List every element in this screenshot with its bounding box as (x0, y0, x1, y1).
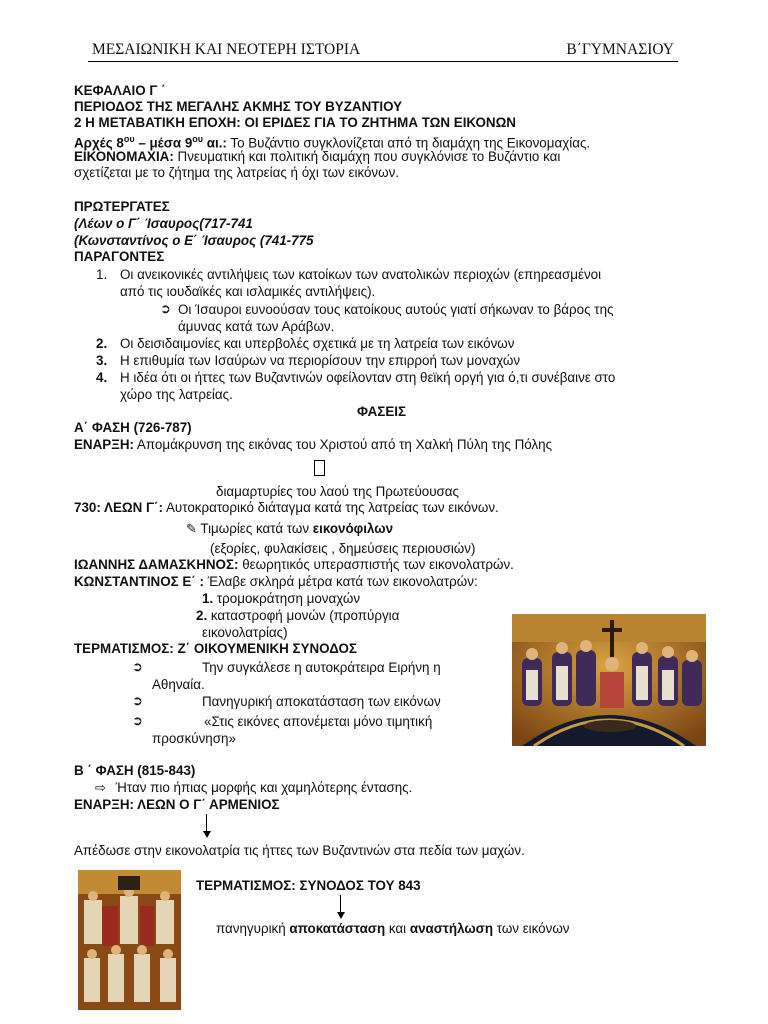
header-subject: ΜΕΣΑΙΩΝΙΚΗ ΚΑΙ ΝΕΟΤΕΡΗ ΙΣΤΟΡΙΑ (92, 41, 361, 58)
factor-1-sub-line2: άμυνας κατά των Αράβων. (178, 319, 335, 334)
chapter-title: ΚΕΦΑΛΑΙΟ Γ ΄ (74, 83, 166, 98)
missing-glyph-box-icon (314, 460, 325, 476)
dates-sup2: ου (192, 134, 204, 144)
factors-heading: ΠΑΡΑΓΟΝΤΕΣ (74, 249, 165, 264)
phase-b-title: Β ΄ ΦΑΣΗ (815-843) (74, 763, 196, 778)
phase-a-start-text: Απομάκρυνση της εικόνας του Χριστού από τη Χαλκή Πύλη της Πόλης (133, 437, 553, 452)
end-point-2: Πανηγυρική αποκατάσταση των εικόνων (202, 694, 441, 709)
factor-number-3: 3. (96, 353, 108, 368)
section-title: 2 Η ΜΕΤΑΒΑΤΙΚΗ ΕΠΟΧΗ: ΟΙ ΕΡΙΔΕΣ ΓΙΑ ΤΟ ΖΗΤΗΜΑ ΤΩΝ ΕΙΚΟΝΩΝ (74, 115, 516, 130)
bullet-arrow-icon: ➲ (132, 713, 143, 728)
header-class: Β΄ΓΥΜΝΑΣΙΟΥ (566, 41, 674, 58)
restoration-d: αναστήλωση (409, 921, 494, 936)
phase-a-edict (74, 500, 499, 516)
factor-1-line2: από τις ιουδαϊκές και ισλαμικές αντιλήψεις). (120, 284, 376, 299)
phase-b-result: Απέδωσε στην εικονολατρία τις ήττες των Βυζαντινών στα πεδία των μαχών. (74, 843, 525, 858)
measure-1-text: τρομοκράτηση μοναχών (213, 591, 361, 606)
definition-text2: σχετίζεται με το ζήτημα της λατρείας ή όχι των εικόνων. (74, 165, 399, 180)
restoration-c: και (385, 921, 410, 936)
phase-a-start-label: ΕΝΑΡΞΗ: (74, 437, 134, 452)
end-point-1-line2: Αθηναία. (152, 677, 205, 692)
council-icon-painting (512, 614, 706, 746)
definition-label: ΕΙΚΟΝΟΜΑΧΙΑ: (74, 149, 174, 164)
john-text: θεωρητικός υπερασπιστής των εικονολατρών. (238, 557, 514, 572)
constantine-line (74, 574, 478, 590)
hollow-arrow-icon: ⇨ (95, 780, 106, 795)
edict-label: 730: ΛΕΩΝ Γ΄: (74, 500, 163, 515)
phase-a-title: Α΄ ΦΑΣΗ (726-787) (74, 420, 192, 435)
phase-a-protests: διαμαρτυρίες του λαού της Πρωτεύουσας (216, 484, 459, 499)
pencil-arrow-icon: ✎ (186, 521, 197, 536)
bullet-arrow-icon: ➲ (160, 301, 171, 316)
phase-a-start (74, 437, 552, 453)
measure-1 (202, 591, 360, 607)
phase-b-end: ΤΕΡΜΑΤΙΣΜΟΣ: ΣΥΝΟΔΟΣ ΤΟΥ 843 (196, 878, 421, 893)
end-point-3-line1: «Στις εικόνες απονέμεται μόνο τιμητική (204, 714, 433, 729)
period-title: ΠΕΡΙΟΔΟΣ ΤΗΣ ΜΕΓΑΛΗΣ ΑΚΜΗΣ ΤΟΥ ΒΥΖΑΝΤΙΟΥ (74, 99, 403, 114)
factor-1-sub-line1: Οι Ίσαυροι ευνοούσαν τους κατοίκους αυτούς γιατί σήκωναν το βάρος της (178, 302, 614, 317)
header-rule (88, 61, 678, 62)
protagonist-constantine: (Κωνσταντίνος ο Ε΄ Ίσαυρος (741-775 (74, 233, 314, 248)
protagonist-leo: (Λέων ο Γ΄ Ίσαυρος(717-741 (74, 216, 253, 231)
phase-b-note-text: Ήταν πιο ήπιας μορφής και χαμηλότερης έντασης. (115, 780, 413, 795)
restoration-b: αποκατάσταση (289, 921, 386, 936)
end-point-3-line2: προσκύνηση» (152, 731, 236, 746)
orthodoxy-painting-svg (78, 870, 181, 1010)
measure-2-line2: εικονολατρίας) (202, 625, 288, 640)
punishments-detail: (εξορίες, φυλακίσεις , δημεύσεις περιουσιών) (210, 541, 476, 556)
measure-2 (196, 608, 399, 624)
punishments-b: εικονόφιλων (312, 521, 394, 536)
protagonists-heading: ΠΡΩΤΕΡΓΑΤΕΣ (74, 199, 170, 214)
dates-b: – μέσα 9 (134, 135, 193, 151)
end-point-1-line1: Την συγκάλεσε η αυτοκράτειρα Ειρήνη η (202, 660, 441, 675)
john-line (74, 557, 514, 573)
bullet-arrow-icon: ➲ (132, 693, 143, 708)
factor-1-line1: Οι ανεικονικές αντιλήψεις των κατοίκων των ανατολικών περιοχών (επηρεασμένοι (120, 267, 602, 282)
john-label: ΙΩΑΝΝΗΣ ΔΑΜΑΣΚΗΝΟΣ: (74, 557, 239, 572)
factor-number-2: 2. (96, 336, 108, 351)
factor-number-1: 1. (96, 267, 108, 282)
measure-1-num: 1. (202, 591, 214, 606)
edict-text: Αυτοκρατορικό διάταγμα κατά της λατρείας των εικόνων. (162, 500, 499, 515)
factor-4-line2: χώρο της λατρείας. (120, 387, 233, 402)
phases-heading: ΦΑΣΕΙΣ (357, 404, 407, 419)
restoration-a: πανηγυρική (216, 921, 290, 936)
factor-number-4: 4. (96, 370, 108, 385)
definition-text1: Πνευματική και πολιτική διαμάχη που συγκλόνισε το Βυζάντιο και (173, 149, 561, 164)
orthodoxy-icon-painting (78, 870, 181, 1010)
dates-sup1: ου (123, 134, 135, 144)
restoration-line (216, 921, 569, 937)
factor-4-line1: Η ιδέα ότι οι ήττες των Βυζαντινών οφείλονταν στη θεϊκή οργή για ό,τι συνέβαινε στο (120, 370, 616, 385)
punishments-line (186, 521, 393, 537)
phase-a-end: ΤΕΡΜΑΤΙΣΜΟΣ: Ζ΄ ΟΙΚΟΥΜΕΝΙΚΗ ΣΥΝΟΔΟΣ (74, 641, 357, 656)
factor-2: Οι δεισιδαιμονίες και υπερβολές σχετικά με τη λατρεία των εικόνων (120, 336, 515, 351)
down-arrow-head-icon (337, 912, 345, 919)
running-header (88, 41, 674, 63)
constantine-label: ΚΩΝΣΤΑΝΤΙΝΟΣ Ε΄ : (74, 574, 204, 589)
down-arrow-head-icon (203, 831, 211, 838)
measure-2-text: καταστροφή μονών (προπύργια (207, 608, 400, 623)
definition-line (74, 149, 560, 165)
council-painting-svg (512, 614, 706, 746)
punishments-a: Τιμωρίες κατά των (200, 521, 313, 536)
constantine-text: Έλαβε σκληρά μέτρα κατά των εικονολατρών: (203, 574, 478, 589)
dates-a: Αρχές 8 (74, 135, 124, 151)
dates-c: αι.: (203, 135, 227, 151)
dates-text: Το Βυζάντιο συγκλονίζεται από τη διαμάχη της Εικονομαχίας. (226, 135, 591, 151)
measure-2-num: 2. (196, 608, 208, 623)
factor-3: Η επιθυμία των Ισαύρων να περιορίσουν την επιρροή των μοναχών (120, 353, 521, 368)
restoration-e: των εικόνων (493, 921, 570, 936)
bullet-arrow-icon: ➲ (132, 659, 143, 674)
phase-b-note (95, 780, 412, 796)
phase-b-start: ΕΝΑΡΞΗ: ΛΕΩΝ Ο Γ΄ ΑΡΜΕΝΙΟΣ (74, 797, 280, 812)
